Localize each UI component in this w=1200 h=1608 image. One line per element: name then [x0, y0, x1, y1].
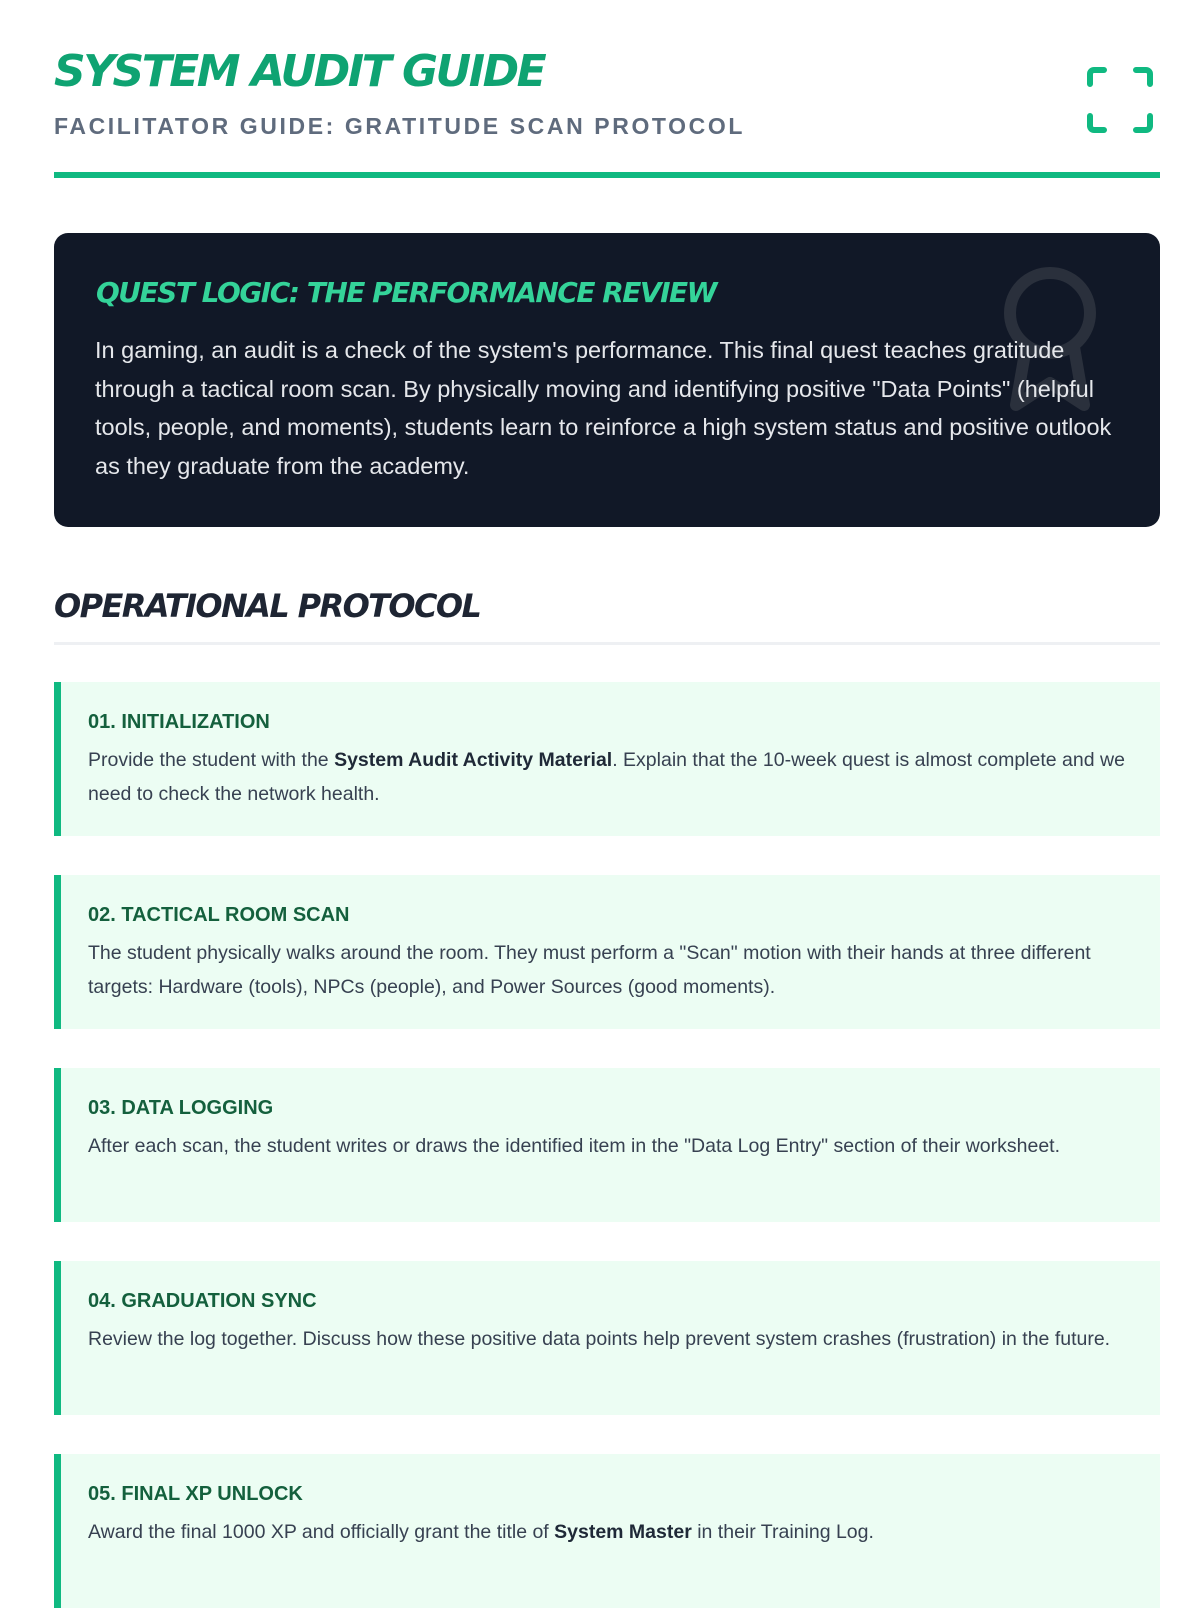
protocol-step-3	[54, 1068, 1160, 1222]
guide-page	[54, 0, 1160, 1543]
protocol-step-4	[54, 1261, 1160, 1415]
quest-logic-title: QUEST LOGIC: THE PERFORMANCE REVIEW	[96, 276, 717, 309]
protocol-step-1	[54, 682, 1160, 836]
scan-frame-icon	[1086, 66, 1154, 134]
step-title: 03. DATA LOGGING	[88, 1097, 274, 1119]
step-highlight: System Audit Activity Material	[334, 749, 613, 771]
page-header	[54, 0, 1160, 178]
step-title: 05. FINAL XP UNLOCK	[88, 1483, 303, 1505]
step-text: Award the final 1000 XP and officially grant the title of System Master in their Training Log.	[88, 1521, 874, 1543]
section-title: OPERATIONAL PROTOCOL	[54, 587, 481, 625]
protocol-step-2	[54, 875, 1160, 1029]
quest-logic-card	[54, 233, 1160, 527]
step-title: 02. TACTICAL ROOM SCAN	[88, 904, 350, 926]
quest-logic-body: In gaming, an audit is a check of the system's performance. This final quest teaches gratitude through a tactical room scan. By physically moving and identifying positive "Data Points" (helpful tools, people, and moments), students learn to reinforce a high system status and positive outlook as they graduate from the academy.	[95, 337, 1112, 479]
step-highlight: System Master	[554, 1521, 692, 1543]
protocol-step-5	[54, 1454, 1160, 1608]
step-text: After each scan, the student writes or draws the identified item in the "Data Log Entry" section of their worksheet.	[88, 1135, 1061, 1157]
step-text: The student physically walks around the room. They must perform a "Scan" motion with their hands at three different targets: Hardware (tools), NPCs (people), and Power Sources (good moments).	[88, 942, 1091, 998]
section-divider	[54, 642, 1160, 645]
page-title: SYSTEM AUDIT GUIDE	[54, 46, 545, 97]
step-text: Review the log together. Discuss how these positive data points help prevent system crashes (frustration) in the future.	[88, 1328, 1111, 1350]
page-subtitle: FACILITATOR GUIDE: GRATITUDE SCAN PROTOCOL	[54, 113, 746, 139]
step-title: 01. INITIALIZATION	[88, 711, 270, 733]
step-title: 04. GRADUATION SYNC	[88, 1290, 317, 1312]
step-text: Provide the student with the System Audit Activity Material. Explain that the 10-week quest is almost complete and we need to check the network health.	[88, 749, 1125, 805]
